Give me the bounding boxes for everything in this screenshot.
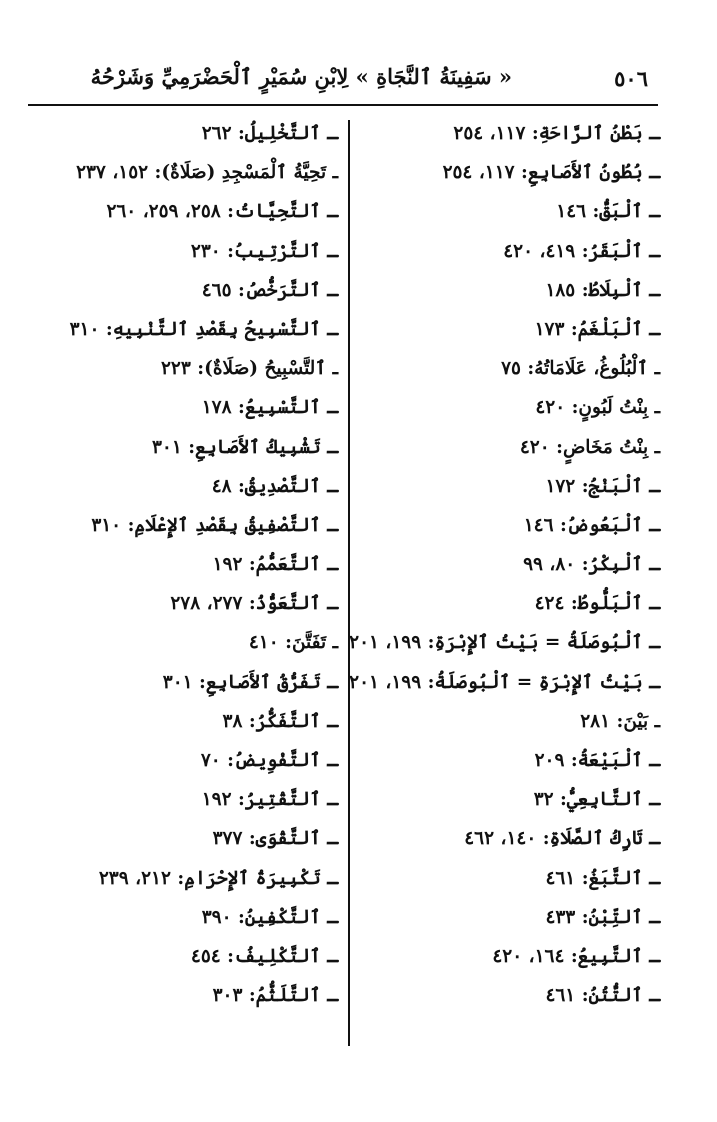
index-entry: ـ ٱلْبَقُّ: ١٤٦ xyxy=(556,201,660,223)
index-entry: ـ ٱلْبِكْرُ: ٨٠، ٩٩ xyxy=(523,554,660,576)
index-entry: ـ ٱلْبَلْغَمُ: ١٧٣ xyxy=(534,318,660,340)
index-entry: ـ ٱلْبَلُّوطُ: ٤٢٤ xyxy=(534,593,660,615)
index-entry: ـ ٱلتَّرَخُّصُ: ٤٦٥ xyxy=(201,279,338,301)
index-entry: ـ ٱلتَّلَثُّمُ: ٣٠٣ xyxy=(212,985,338,1007)
index-entry: ـ ٱلْبُوصَلَةُ = بَيْتُ ٱلإِبْرَةِ: ١٩٩، ٢٠١ xyxy=(349,632,660,654)
index-entry: ـ تَفَرُّقُ ٱلأَصَابِعِ: ٣٠١ xyxy=(162,671,338,693)
index-entry: ـ ٱلْبَنْجُ: ١٧٢ xyxy=(545,475,660,497)
index-entry: ـ ٱلْبُلُوغُ، عَلَامَاتُهُ: ٧٥ xyxy=(501,358,660,380)
index-entry: ـ ٱلتَّبِيعُ: ١٦٤، ٤٢٠ xyxy=(492,945,660,967)
index-entry: ـ بَيْنَ: ٢٨١ xyxy=(580,710,660,732)
index-entry: ـ ٱلتَّصْدِيقُ: ٤٨ xyxy=(211,475,338,497)
index-entry: ـ ٱلتَّفَكُّرُ: ٣٨ xyxy=(222,710,338,732)
index-entry: ـ ٱلْبَعُوضُ: ١٤٦ xyxy=(523,514,660,536)
index-entry: ـ تَحِيَّةُ ٱلْمَسْجِدِ (صَلَاةٌ): ١٥٢، ٢٣٧ xyxy=(76,162,338,184)
index-entry: ـ ٱلْبِلَاطُ: ١٨٥ xyxy=(545,279,660,301)
running-title: « سَفِينَةُ ٱلنَّجَاةِ » لِابْنِ سُمَيْرٍ ٱلْحَضْرَمِيِّ وَشَرْحُهُ xyxy=(90,64,512,89)
index-entry: ـ ٱلتِّبْنُ: ٤٣٣ xyxy=(545,906,660,928)
index-column-left xyxy=(28,114,338,1015)
index-entry: ـ تَفَتَّنَ: ٤١٠ xyxy=(248,632,338,654)
index-entry: ـ ٱلتَّفْوِيضُ: ٧٠ xyxy=(200,750,338,771)
index-entry: ـ ٱلتَّقْوَى: ٣٧٧ xyxy=(212,828,338,850)
index-entry: ـ بَيْتُ ٱلإِبْرَةِ = ٱلْبُوصَلَةُ: ١٩٩، ٢٠١ xyxy=(349,671,660,693)
index-entry: ـ ٱلتَّابِعِيُّ: ٣٢ xyxy=(533,789,660,811)
index-entry: ـ ٱلتَّسْبِيحُ (صَلَاةٌ): ٢٢٣ xyxy=(161,358,338,380)
index-entry: ـ بَطْنُ ٱلرَّاحَةِ: ١١٧، ٢٥٤ xyxy=(453,123,660,144)
index-entry: ـ بِنْتُ مَخَاضٍ: ٤٢٠ xyxy=(519,436,660,458)
index-entry: ـ بِنْتُ لَبُونٍ: ٤٢٠ xyxy=(535,397,660,419)
index-entry: ـ ٱلتَّعَوُّذُ: ٢٧٧، ٢٧٨ xyxy=(170,593,338,615)
index-entry: ـ ٱلتَّسْبِيحُ بِقَصْدِ ٱلتَّنْبِيهِ: ٣١٠ xyxy=(69,318,338,340)
index-entry: ـ ٱلتَّحِيَّاتُ: ٢٥٨، ٢٥٩، ٢٦٠ xyxy=(106,201,338,223)
index-entry: ـ ٱلتَّبَغُ: ٤٦١ xyxy=(545,867,660,889)
index-entry: ـ ٱلتَّعَمُّمُ: ١٩٢ xyxy=(212,554,338,576)
index-entry: ـ ٱلتَّرْتِيبُ: ٢٣٠ xyxy=(190,240,338,262)
index-entry: ـ ٱلتَّكْلِيفُ: ٤٥٤ xyxy=(190,945,338,967)
index-entry: ـ تَشْبِيكُ ٱلأَصَابِعِ: ٣٠١ xyxy=(151,436,338,458)
header-rule xyxy=(28,104,658,106)
index-entry: ـ تَارِكُ ٱلصَّلَاةِ: ١٤٠، ٤٦٢ xyxy=(464,828,660,850)
page-number: ٥٠٦ xyxy=(614,66,648,91)
index-column-right xyxy=(349,114,660,1015)
column-divider xyxy=(348,120,350,1046)
index-entry: ـ تَكْبِيرَةُ ٱلإِحْرَامِ: ٢١٢، ٢٣٩ xyxy=(98,867,338,889)
page-header xyxy=(28,58,660,98)
index-entry: ـ ٱلتَّسْبِيعُ: ١٧٨ xyxy=(201,397,338,419)
index-entry: ـ ٱلتَّكْفِينُ: ٣٩٠ xyxy=(201,906,338,928)
index-entry: ـ ٱلتَّخْلِيلُ: ٢٦٢ xyxy=(201,123,338,144)
index-entry: ـ ٱلْبَيْعَةُ: ٢٠٩ xyxy=(534,750,660,771)
index-entry: ـ ٱلتَّقْتِيرُ: ١٩٢ xyxy=(201,789,338,811)
index-entry: ـ ٱلْبَقَرُ: ٤١٩، ٤٢٠ xyxy=(503,240,660,262)
index-entry: ـ ٱلتُّتُنُ: ٤٦١ xyxy=(545,985,660,1007)
index-entry: ـ ٱلتَّصْفِيقُ بِقَصْدِ ٱلإِعْلَامِ: ٣١٠ xyxy=(91,514,338,536)
index-entry: ـ بُطُونُ ٱلأَصَابِعِ: ١١٧، ٢٥٤ xyxy=(442,162,660,184)
